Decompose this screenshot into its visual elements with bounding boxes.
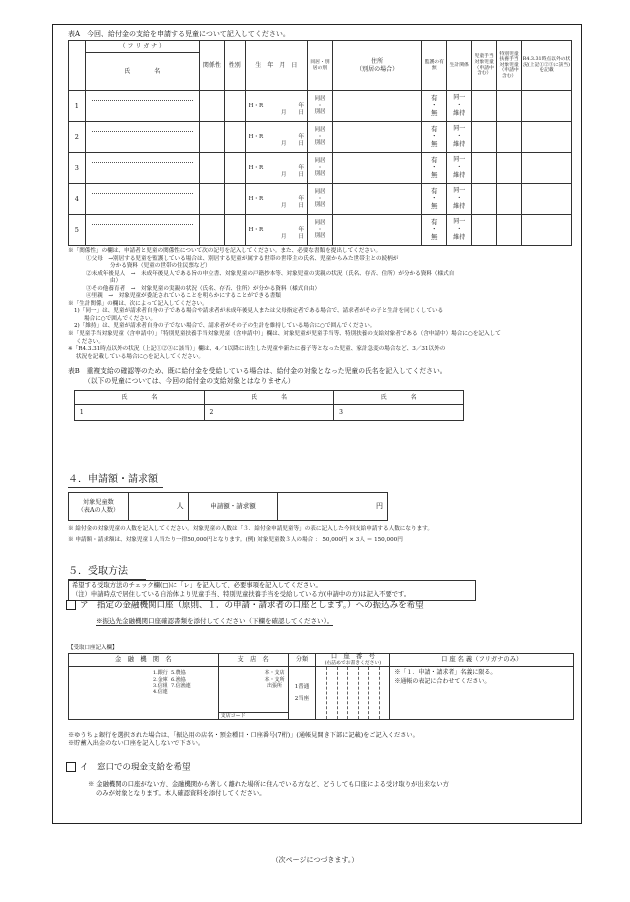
option-a: ア 指定の金融機関口座（原則、１．の申請・請求者の口座とします。）への振込みを希望 [66, 600, 424, 611]
custody-choice[interactable]: 有 ・ 無 [422, 91, 447, 122]
branch-name-field[interactable]: 本・支店 本・支所 出張所 支店コード [218, 667, 288, 720]
option-a-checkbox[interactable] [66, 600, 76, 610]
row-number: 4 [69, 184, 86, 215]
account-type-header: 分類 [288, 654, 316, 667]
table-row [69, 215, 572, 246]
account-table [68, 653, 574, 720]
address-field[interactable] [332, 91, 421, 122]
custody-choice[interactable]: 有 ・ 無 [422, 122, 447, 153]
row-number: 5 [69, 215, 86, 246]
special-allowance-check[interactable] [497, 184, 522, 215]
section4-title: ４．申請額・請求額 [68, 474, 163, 488]
livelihood-header: 生計関係 [447, 41, 472, 91]
table-a [68, 40, 572, 91]
amount-field[interactable]: 円 [278, 493, 388, 521]
account-type-choice[interactable]: 1普通 2当座 [288, 667, 316, 720]
custody-header: 監護の有無 [422, 41, 447, 91]
child-allowance-check[interactable] [472, 122, 497, 153]
child-allowance-check[interactable] [472, 184, 497, 215]
birthdate-field[interactable]: H・R 年 月 日 [245, 215, 307, 246]
custody-choice[interactable]: 有 ・ 無 [422, 153, 447, 184]
address-field[interactable] [332, 215, 421, 246]
table-a-rows [68, 90, 572, 246]
footer-continued: （次ページにつづきます。） [271, 856, 359, 864]
child-allowance-header: 児童手当対象児童（申請中含む） [472, 41, 497, 91]
account-header: 【受取口座記入欄】 [68, 645, 118, 651]
cohab-header: 同居・別居の別 [308, 41, 333, 91]
prior-child-name-3[interactable] [348, 405, 464, 421]
table-b-num-1: 1 [75, 405, 89, 421]
child-name-field[interactable] [85, 215, 199, 246]
child-allowance-check[interactable] [472, 153, 497, 184]
instruction-box: 希望する受取方法のチェック欄(□)に「レ」を記入して、必要事項を記入してください。 （注）申請時点で居住している自治体より児童手当、特別児童扶養手当を受給している方(申請中の方)は記入不要です。 [68, 580, 476, 601]
child-count-label: 対象児童数 （表Aの人数） [69, 493, 129, 521]
table-row [69, 122, 572, 153]
row-number: 2 [69, 122, 86, 153]
table-b-header-1: 氏 名 [75, 391, 205, 405]
prior-child-name-1[interactable] [88, 405, 204, 421]
child-count-field[interactable]: 人 [128, 493, 188, 521]
special-allowance-check[interactable] [497, 122, 522, 153]
amount-table [68, 492, 388, 521]
sex-field[interactable] [224, 153, 245, 184]
custody-choice[interactable]: 有 ・ 無 [422, 184, 447, 215]
birthdate-field[interactable]: H・R 年 月 日 [245, 153, 307, 184]
name-header: 氏 名 [85, 53, 199, 91]
livelihood-choice[interactable]: 同一 ・ 維持 [447, 184, 472, 215]
birthdate-field[interactable]: H・R 年 月 日 [245, 91, 307, 122]
option-b: イ 窓口での現金支給を希望 [66, 762, 191, 773]
furigana-header: （ フ リ ガ ナ ） [85, 41, 199, 53]
table-b [74, 390, 464, 421]
account-number-header: 口 座 番 号 (右詰めでお書きください) [316, 654, 390, 667]
table-row [69, 91, 572, 122]
sex-field[interactable] [224, 122, 245, 153]
section5-title: ５．受取方法 [68, 566, 146, 580]
row-number: 3 [69, 153, 86, 184]
cohab-choice[interactable]: 同居 ・ 別居 [308, 184, 333, 215]
address-header: 住所 （別居の場合） [332, 41, 421, 91]
relation-field[interactable] [199, 153, 224, 184]
cohab-choice[interactable]: 同居 ・ 別居 [308, 122, 333, 153]
child-name-field[interactable] [85, 153, 199, 184]
address-field[interactable] [332, 122, 421, 153]
row-number-header [69, 41, 86, 91]
option-b-note: ※ 金融機関の口座がない方、金融機関から著しく離れた場所に住んでいる方など、どうしても口座による受け取りが出来ない方 のみが対象となります。本人確認資料を添付してください。 [88, 781, 449, 797]
status-check[interactable] [522, 184, 572, 215]
cohab-choice[interactable]: 同居 ・ 別居 [308, 91, 333, 122]
status-check[interactable] [522, 122, 572, 153]
child-name-field[interactable] [85, 184, 199, 215]
prior-child-name-2[interactable] [218, 405, 334, 421]
special-allowance-check[interactable] [497, 153, 522, 184]
status-check[interactable] [522, 91, 572, 122]
special-allowance-check[interactable] [497, 215, 522, 246]
sex-header: 性別 [224, 41, 245, 91]
table-row [69, 153, 572, 184]
status-header: R4.3.31時点以外の状況(上記①②③に該当)を記載 [522, 41, 572, 91]
table-row [69, 184, 572, 215]
option-a-note: ※振込先金融機関口座確認書類を添付してください（下欄を確認してください）。 [96, 617, 334, 625]
table-b-header-3: 氏 名 [334, 391, 464, 405]
account-holder-field[interactable]: ※「１．申請・請求者」名義に限る。 ※通帳の表記に合わせてください。 [390, 667, 574, 720]
cohab-choice[interactable]: 同居 ・ 別居 [308, 153, 333, 184]
child-allowance-check[interactable] [472, 215, 497, 246]
special-allowance-header: 特別児童扶養手当対象児童（申請中含む） [497, 41, 522, 91]
relation-field[interactable] [199, 122, 224, 153]
address-field[interactable] [332, 184, 421, 215]
table-b-header-2: 氏 名 [204, 391, 334, 405]
address-field[interactable] [332, 153, 421, 184]
birthdate-field[interactable]: H・R 年 月 日 [245, 122, 307, 153]
table-b-num-3: 3 [334, 405, 348, 421]
child-allowance-check[interactable] [472, 91, 497, 122]
livelihood-choice[interactable]: 同一 ・ 維持 [447, 122, 472, 153]
custody-choice[interactable]: 有 ・ 無 [422, 215, 447, 246]
status-check[interactable] [522, 153, 572, 184]
livelihood-choice[interactable]: 同一 ・ 維持 [447, 215, 472, 246]
birth-header: 生 年 月 日 [245, 41, 307, 91]
table-b-num-2: 2 [204, 405, 218, 421]
account-notes: ※ゆうちょ銀行を選択された場合は、「振込用の店名・預金種目・口座番号(7桁)」(通帳見開き下部に記載)をご記入ください。 ※貯蓄入出金のない口座を記入しないで下さい。 [68, 732, 419, 748]
birthdate-field[interactable]: H・R 年 月 日 [245, 184, 307, 215]
bank-name-header: 金 融 機 関 名 [69, 654, 219, 667]
bank-name-field[interactable]: 1.銀行 5.農協 2.金庫 6.漁協 3.信組 7.信漁連 4.信連 [69, 667, 219, 720]
special-allowance-check[interactable] [497, 91, 522, 122]
livelihood-choice[interactable]: 同一 ・ 維持 [447, 153, 472, 184]
status-check[interactable] [522, 215, 572, 246]
child-name-field[interactable] [85, 91, 199, 122]
account-number-field[interactable] [316, 667, 390, 720]
row-number: 1 [69, 91, 86, 122]
branch-name-header: 支 店 名 [218, 654, 288, 667]
amount-label: 申請額・請求額 [188, 493, 278, 521]
relation-field[interactable] [199, 215, 224, 246]
livelihood-choice[interactable]: 同一 ・ 維持 [447, 91, 472, 122]
relation-field[interactable] [199, 184, 224, 215]
account-holder-header: 口 座 名 義（フリガナのみ） [390, 654, 574, 667]
sex-field[interactable] [224, 91, 245, 122]
sex-field[interactable] [224, 215, 245, 246]
sex-field[interactable] [224, 184, 245, 215]
section4-notes: ※ 給付金の対象児童の人数を記入してください。対象児童の人数は「３．給付金申請児童等」の表に記入した今回支給申請する人数になります。 ※ 申請額・請求額は、対象児童１人当たり一律50,000円となります。(例) 対象児童数３人の場合 ： 50,000円 × 3人 ＝ 150,000円 [68, 526, 433, 543]
table-a-caption: 表A 今回、給付金の支給を申請する児童について記入してください。 [68, 30, 290, 38]
cohab-choice[interactable]: 同居 ・ 別居 [308, 215, 333, 246]
table-a-notes: ※「関係性」の欄は、申請者と児童の関係性について次の記号を記入してください。また、必要な書類を提出してください。 ①父母 →別居する児童を監護している場合は、別居する児童が属する世帯の世帯主の氏名、児童からみた世帯主との続柄が 分かる資料（児童の世帯の住民票など） ②未成年後見人 → 未成年後見人である旨の申立書、対象児童の戸籍抄本等、対象児童の実親の状況（氏名、存否、住所）が分かる資料（様式自 由） ③その他養育者 → 対象児童の実親の状況（氏名、存否、住所）が分かる資料（様式自由） ④里親 → 対象児童が委託されていることを明らかにすることができる書類 ※「生計関係」の欄は、次によって記入してください。 1)「同一」は、児童が請求者自身の子である場合や請求者が未成年後見人または父母指定者である場合で、請求者がその子と生計を同じくしている 場合に○で囲んでください。 2)「維持」は、児童が請求者自身の子でない場合で、請求者がその子の生計を維持している場合に○で囲んでください。 ※「児童手当対象児童（含申請中）」「特別児童扶養手当対象児童（含申請中）」欄は、対象児童が児童手当等、特別扶養の支給対象者である（含申請中）場合に○を記入して ください。 ※「R4.3.31時点以外の状況（上記①②③に該当）」欄は、4／1以降に出生した児童や新たに養子等となった児童、家計急変の場合など、3／31以外の 状況を記載している場合に○を記入してください。 [68, 248, 501, 360]
child-name-field[interactable] [85, 122, 199, 153]
table-b-caption: 表B 重複支給の確認等のため、既に給付金を受給している場合は、給付金の対象となった児童の氏名を記入してください。 （以下の児童については、今回の給付金の支給対象とはなりません） [68, 367, 447, 385]
relation-field[interactable] [199, 91, 224, 122]
option-b-checkbox[interactable] [66, 762, 76, 772]
relation-header: 関係性 [199, 41, 224, 91]
